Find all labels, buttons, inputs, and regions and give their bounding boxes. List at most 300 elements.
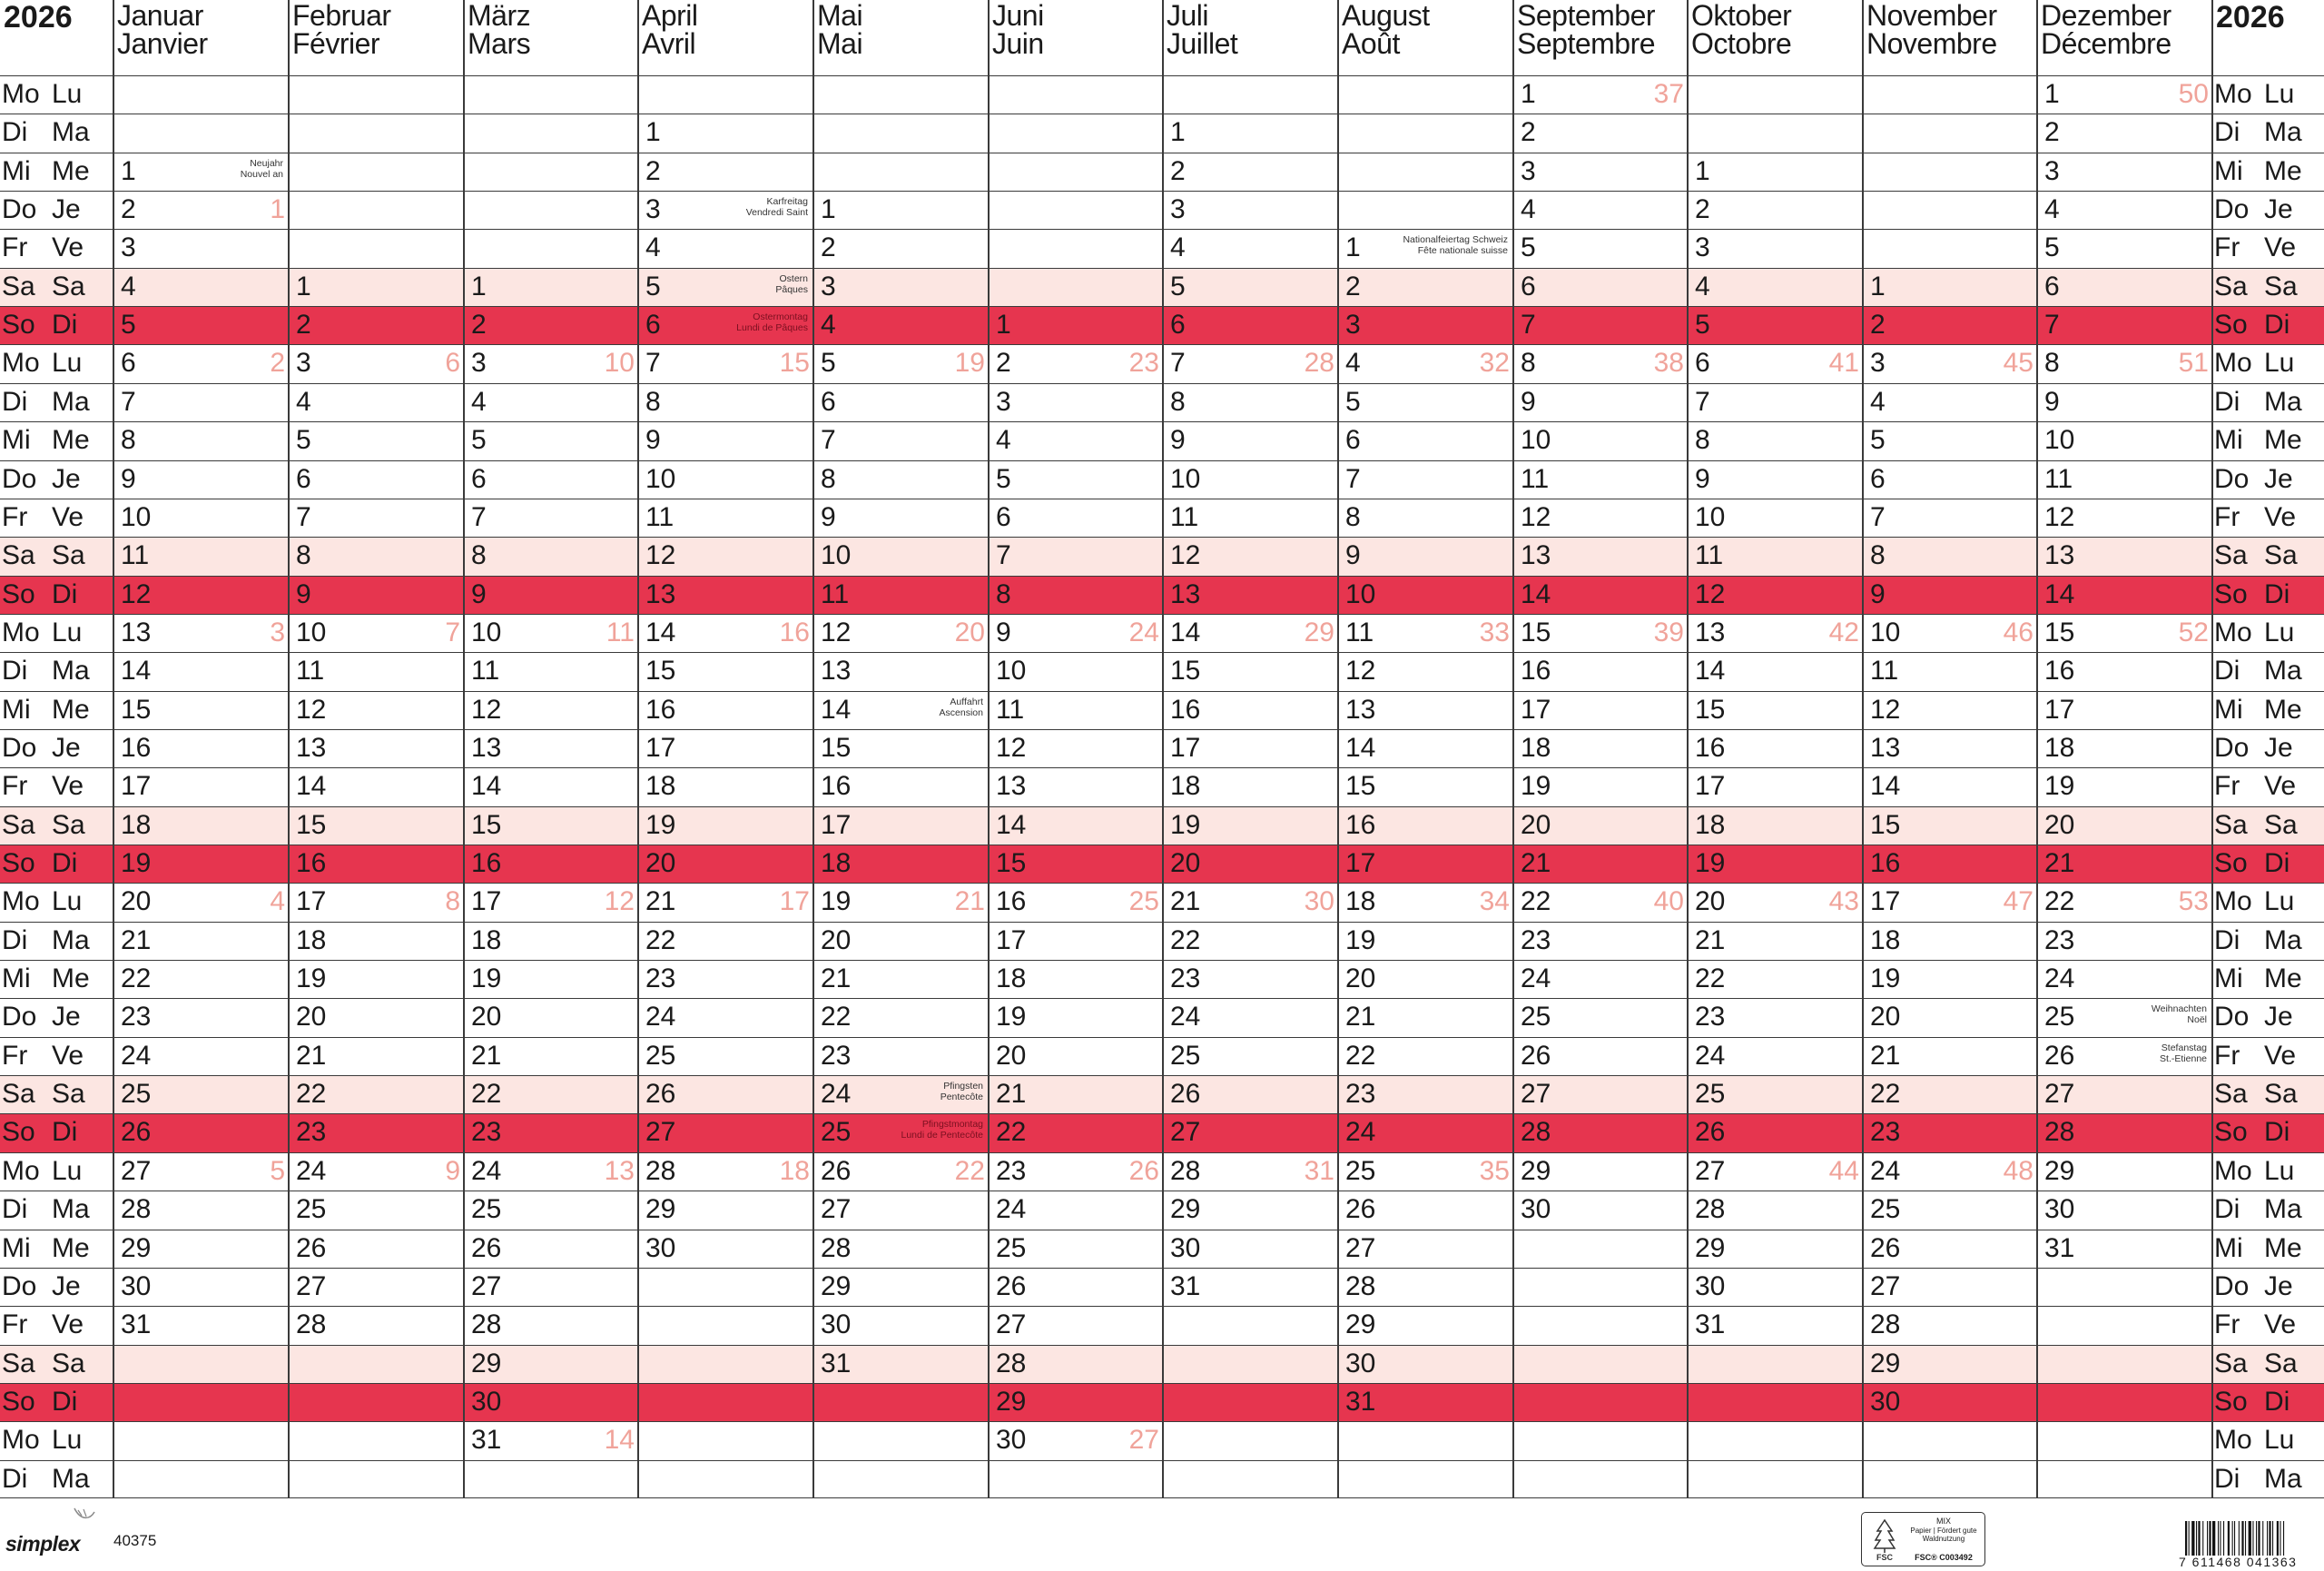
weekday-de: Di (2, 1194, 28, 1225)
day-number: 27 (1521, 1079, 1551, 1110)
holiday-label (663, 311, 808, 333)
weekday-fr: Je (52, 194, 81, 225)
day-number: 18 (645, 771, 676, 802)
day-number: 20 (645, 848, 676, 878)
barcode-icon (2183, 1521, 2319, 1556)
day-number: 18 (471, 924, 502, 955)
day-number: 13 (645, 578, 676, 609)
day-number: 8 (1345, 501, 1361, 532)
day-number: 25 (1870, 1194, 1901, 1225)
day-number: 28 (645, 1155, 676, 1186)
day-number: 24 (1870, 1155, 1901, 1186)
day-number: 12 (821, 617, 852, 647)
week-number: 4 (270, 886, 285, 917)
day-number: 22 (1695, 963, 1726, 994)
column-divider (1687, 0, 1689, 1498)
weekday-de: Sa (2, 1079, 35, 1110)
day-number: 14 (2044, 578, 2075, 609)
week-number: 13 (604, 1155, 635, 1186)
day-number: 3 (2044, 155, 2060, 186)
weekday-de: Mi (2, 1232, 31, 1263)
article-number: 40375 (113, 1532, 157, 1549)
day-number: 19 (471, 963, 502, 994)
week-number: 6 (445, 348, 460, 379)
day-number: 1 (645, 117, 661, 148)
day-number: 24 (821, 1079, 852, 1110)
month-name-fr: Décembre (2041, 27, 2171, 60)
week-number: 53 (2178, 886, 2209, 917)
week-number: 29 (1304, 617, 1334, 647)
day-number: 20 (471, 1002, 502, 1033)
weekday-de: Mi (2214, 155, 2243, 186)
day-number: 19 (1521, 771, 1551, 802)
day-number: 29 (996, 1386, 1027, 1417)
day-number: 13 (1521, 540, 1551, 571)
day-number: 14 (645, 617, 676, 647)
day-number: 30 (1695, 1270, 1726, 1301)
day-number: 30 (1521, 1194, 1551, 1225)
month-header (464, 0, 638, 75)
day-number: 30 (1870, 1386, 1901, 1417)
day-number: 7 (2044, 310, 2060, 341)
day-number: 20 (296, 1002, 327, 1033)
day-number: 19 (996, 1002, 1027, 1033)
week-number: 24 (1128, 617, 1159, 647)
day-number: 8 (1870, 540, 1886, 571)
day-number: 28 (471, 1309, 502, 1340)
day-number: 15 (1521, 617, 1551, 647)
day-number: 29 (1170, 1194, 1201, 1225)
month-name-de: August (1342, 0, 1430, 32)
week-number: 11 (606, 617, 635, 647)
week-number: 40 (1653, 886, 1684, 917)
day-number: 16 (471, 848, 502, 878)
day-number: 4 (996, 425, 1011, 456)
column-divider (812, 0, 814, 1498)
day-number: 23 (645, 963, 676, 994)
day-number: 3 (1170, 194, 1186, 225)
day-number: 28 (1170, 1155, 1201, 1186)
weekday-de: So (2, 310, 35, 341)
day-number: 14 (1870, 771, 1901, 802)
weekday-de: So (2, 1386, 35, 1417)
day-number: 4 (645, 232, 661, 263)
weekday-de: Mo (2, 1425, 40, 1456)
day-number: 12 (1521, 501, 1551, 532)
weekday-fr: Lu (52, 348, 83, 379)
weekday-fr: Di (52, 848, 78, 878)
weekday-de: Mi (2, 694, 31, 725)
weekday-fr: Je (52, 1002, 81, 1033)
day-number: 22 (645, 924, 676, 955)
day-number: 5 (1521, 232, 1536, 263)
day-number: 26 (121, 1117, 152, 1148)
year-label-left: 2026 (4, 0, 73, 35)
weekday-de: Sa (2214, 1079, 2248, 1110)
week-number: 9 (445, 1155, 460, 1186)
day-number: 18 (821, 848, 852, 878)
weekday-fr: Sa (2264, 271, 2298, 301)
weekday-fr: Lu (2264, 1155, 2295, 1186)
day-number: 12 (1870, 694, 1901, 725)
holiday-name-de: Pfingsten (943, 1081, 983, 1092)
weekday-de: So (2214, 848, 2248, 878)
day-number: 23 (296, 1117, 327, 1148)
weekday-de: Di (2214, 924, 2240, 955)
day-number: 26 (821, 1155, 852, 1186)
day-number: 27 (1870, 1270, 1901, 1301)
day-number: 15 (645, 656, 676, 687)
day-number: 20 (121, 886, 152, 917)
day-number: 10 (121, 501, 152, 532)
week-number: 30 (1304, 886, 1334, 917)
weekday-de: Fr (2214, 1309, 2240, 1340)
year-label-right: 2026 (2216, 0, 2285, 35)
weekday-fr: Ve (52, 771, 84, 802)
day-number: 12 (2044, 501, 2075, 532)
weekday-de: Fr (2, 1309, 28, 1340)
weekday-fr: Sa (2264, 1348, 2298, 1378)
day-number: 6 (1345, 425, 1361, 456)
weekday-de: So (2, 578, 35, 609)
week-number: 23 (1128, 348, 1159, 379)
weekday-de: Fr (2, 232, 28, 263)
day-number: 19 (1695, 848, 1726, 878)
holiday-label (663, 273, 808, 295)
holiday-name-fr: Pâques (775, 283, 808, 295)
day-number: 29 (471, 1348, 502, 1378)
month-header (989, 0, 1163, 75)
day-number: 26 (996, 1270, 1027, 1301)
day-number: 17 (2044, 694, 2075, 725)
day-number: 12 (296, 694, 327, 725)
day-number: 19 (2044, 771, 2075, 802)
holiday-name-fr: Nouvel an (240, 168, 283, 180)
day-number: 12 (996, 732, 1027, 763)
day-number: 24 (471, 1155, 502, 1186)
day-number: 24 (1170, 1002, 1201, 1033)
day-number: 4 (296, 386, 311, 417)
day-number: 9 (1170, 425, 1186, 456)
week-number: 42 (1828, 617, 1859, 647)
fsc-logo-text: FSC (1876, 1553, 1893, 1562)
fsc-description: Papier | Fördert gute Waldnutzung (1910, 1527, 1977, 1543)
week-number: 22 (954, 1155, 985, 1186)
day-number: 15 (296, 809, 327, 840)
weekday-de: Mo (2214, 348, 2252, 379)
day-number: 9 (1870, 578, 1886, 609)
weekday-fr: Je (2264, 1002, 2293, 1033)
weekday-de: Do (2214, 1002, 2250, 1033)
column-divider (113, 0, 114, 1498)
day-number: 24 (1521, 963, 1551, 994)
weekday-fr: Ve (2264, 771, 2297, 802)
weekday-fr: Di (52, 310, 78, 341)
day-number: 15 (121, 694, 152, 725)
month-header (1513, 0, 1688, 75)
day-number: 7 (1170, 348, 1186, 379)
month-name-de: März (468, 0, 531, 32)
day-number: 7 (821, 425, 836, 456)
week-number: 3 (270, 617, 285, 647)
month-header (1688, 0, 1863, 75)
day-number: 27 (471, 1270, 502, 1301)
day-number: 6 (121, 348, 136, 379)
day-number: 3 (1345, 310, 1361, 341)
weekday-de: Fr (2214, 232, 2240, 263)
weekday-fr: Ma (52, 656, 90, 687)
day-number: 16 (996, 886, 1027, 917)
month-header (2037, 0, 2212, 75)
month-name-fr: Juin (992, 27, 1044, 60)
weekday-de: Sa (2, 809, 35, 840)
day-number: 9 (2044, 386, 2060, 417)
day-number: 1 (1695, 155, 1710, 186)
day-number: 14 (1695, 656, 1726, 687)
holiday-name-fr: Vendredi Saint (745, 207, 808, 219)
column-divider (288, 0, 290, 1498)
day-number: 30 (2044, 1194, 2075, 1225)
day-number: 26 (1695, 1117, 1726, 1148)
holiday-label (838, 697, 983, 718)
day-number: 17 (1521, 694, 1551, 725)
column-divider (1862, 0, 1864, 1498)
day-number: 5 (1870, 425, 1886, 456)
week-number: 43 (1828, 886, 1859, 917)
weekday-de: Sa (2, 271, 35, 301)
weekday-fr: Ve (52, 1309, 84, 1340)
weekday-fr: Ve (52, 232, 84, 263)
day-number: 20 (1695, 886, 1726, 917)
day-number: 19 (296, 963, 327, 994)
weekday-de: Mo (2, 617, 40, 647)
day-number: 29 (1695, 1232, 1726, 1263)
week-number: 17 (779, 886, 810, 917)
day-number: 1 (996, 310, 1011, 341)
weekday-de: Mi (2, 425, 31, 456)
day-number: 10 (471, 617, 502, 647)
day-number: 28 (1345, 1270, 1376, 1301)
day-number: 13 (471, 732, 502, 763)
day-number: 8 (1521, 348, 1536, 379)
month-name-de: Oktober (1691, 0, 1792, 32)
day-number: 22 (1345, 1040, 1376, 1071)
day-number: 22 (1870, 1079, 1901, 1110)
weekday-fr: Je (52, 732, 81, 763)
day-number: 5 (821, 348, 836, 379)
day-number: 14 (1345, 732, 1376, 763)
weekday-de: Sa (2, 540, 35, 571)
holiday-label (838, 1081, 983, 1102)
day-number: 31 (121, 1309, 152, 1340)
column-divider (637, 0, 639, 1498)
month-header (638, 0, 813, 75)
day-number: 28 (296, 1309, 327, 1340)
weekday-fr: Je (2264, 1270, 2293, 1301)
weekday-de: Mo (2214, 1155, 2252, 1186)
day-number: 28 (1695, 1194, 1726, 1225)
week-number: 46 (2003, 617, 2034, 647)
day-number: 25 (1695, 1079, 1726, 1110)
day-number: 7 (296, 501, 311, 532)
week-number: 51 (2178, 348, 2209, 379)
weekday-fr: Ma (52, 386, 90, 417)
weekday-fr: Ma (2264, 1194, 2302, 1225)
day-number: 17 (645, 732, 676, 763)
weekday-fr: Ve (2264, 1309, 2297, 1340)
day-number: 6 (296, 463, 311, 494)
month-header (1163, 0, 1338, 75)
day-number: 24 (2044, 963, 2075, 994)
day-number: 6 (2044, 271, 2060, 301)
day-number: 28 (2044, 1117, 2075, 1148)
day-number: 18 (121, 809, 152, 840)
weekday-fr: Di (2264, 1117, 2290, 1148)
day-number: 21 (2044, 848, 2075, 878)
day-number: 27 (645, 1117, 676, 1148)
weekday-de: Mo (2214, 1425, 2252, 1456)
day-number: 9 (471, 578, 487, 609)
day-number: 21 (121, 924, 152, 955)
day-number: 4 (1870, 386, 1886, 417)
day-number: 23 (1345, 1079, 1376, 1110)
holiday-name-fr: Ascension (939, 706, 983, 718)
day-number: 11 (1870, 656, 1899, 687)
day-number: 2 (821, 232, 836, 263)
month-name-de: Februar (292, 0, 391, 32)
weekday-fr: Sa (52, 540, 85, 571)
month-header (289, 0, 464, 75)
month-name-de: Juli (1167, 0, 1209, 32)
day-number: 27 (821, 1194, 852, 1225)
month-header (1338, 0, 1513, 75)
day-number: 2 (1170, 155, 1186, 186)
weekday-fr: Lu (52, 79, 83, 109)
week-number: 50 (2178, 79, 2209, 109)
month-name-de: April (642, 0, 698, 32)
weekday-fr: Di (52, 1386, 78, 1417)
day-number: 30 (645, 1232, 676, 1263)
weekday-de: Do (2, 194, 37, 225)
day-number: 11 (645, 501, 675, 532)
day-number: 18 (1870, 924, 1901, 955)
day-number: 24 (296, 1155, 327, 1186)
weekday-fr: Je (2264, 194, 2293, 225)
day-number: 2 (296, 310, 311, 341)
weekday-fr: Me (52, 963, 90, 994)
day-number: 9 (996, 617, 1011, 647)
weekday-fr: Sa (2264, 809, 2298, 840)
weekday-fr: Je (2264, 732, 2293, 763)
day-number: 13 (1345, 694, 1376, 725)
day-number: 7 (996, 540, 1011, 571)
day-number: 28 (996, 1348, 1027, 1378)
day-number: 21 (1521, 848, 1551, 878)
day-number: 18 (996, 963, 1027, 994)
day-number: 11 (1521, 463, 1550, 494)
day-number: 5 (1345, 386, 1361, 417)
day-number: 8 (1695, 425, 1710, 456)
day-number: 25 (1345, 1155, 1376, 1186)
weekday-de: Mo (2214, 617, 2252, 647)
weekday-fr: Ma (2264, 656, 2302, 687)
week-number: 1 (270, 194, 285, 225)
day-number: 15 (471, 809, 502, 840)
day-number: 26 (1521, 1040, 1551, 1071)
weekday-de: Sa (2214, 540, 2248, 571)
day-number: 21 (1695, 924, 1726, 955)
week-number: 10 (604, 348, 635, 379)
weekday-fr: Me (52, 1232, 90, 1263)
week-number: 28 (1304, 348, 1334, 379)
weekday-de: Fr (2, 771, 28, 802)
week-number: 2 (270, 348, 285, 379)
day-number: 20 (1521, 809, 1551, 840)
week-number: 52 (2178, 617, 2209, 647)
day-number: 2 (1870, 310, 1886, 341)
day-number: 3 (821, 271, 836, 301)
month-name-fr: Juillet (1167, 27, 1238, 60)
day-number: 26 (1345, 1194, 1376, 1225)
weekday-fr: Ma (52, 117, 90, 148)
day-number: 26 (471, 1232, 502, 1263)
day-number: 8 (296, 540, 311, 571)
day-number: 6 (1870, 463, 1886, 494)
weekday-de: So (2, 1117, 35, 1148)
day-number: 16 (2044, 656, 2075, 687)
weekday-de: Mo (2, 1155, 40, 1186)
day-number: 2 (996, 348, 1011, 379)
week-number: 48 (2003, 1155, 2034, 1186)
week-number: 37 (1653, 79, 1684, 109)
weekday-fr: Di (52, 578, 78, 609)
month-name-fr: Janvier (117, 27, 208, 60)
day-number: 22 (121, 963, 152, 994)
day-number: 10 (1521, 425, 1551, 456)
day-number: 2 (1695, 194, 1710, 225)
day-number: 19 (645, 809, 676, 840)
day-number: 21 (645, 886, 676, 917)
day-number: 10 (1870, 617, 1901, 647)
weekday-de: Mo (2214, 886, 2252, 917)
holiday-name-fr: Lundi de Pâques (736, 322, 808, 334)
day-number: 9 (121, 463, 136, 494)
day-number: 2 (471, 310, 487, 341)
day-number: 9 (645, 425, 661, 456)
day-number: 6 (1695, 348, 1710, 379)
fsc-label (1861, 1512, 1985, 1566)
weekday-de: Do (2214, 463, 2250, 494)
weekday-de: Fr (2214, 501, 2240, 532)
day-number: 31 (1695, 1309, 1726, 1340)
day-number: 4 (471, 386, 487, 417)
weekday-fr: Sa (52, 809, 85, 840)
day-number: 25 (296, 1194, 327, 1225)
weekday-de: Sa (2214, 809, 2248, 840)
day-number: 21 (821, 963, 852, 994)
day-number: 29 (1521, 1155, 1551, 1186)
day-number: 20 (996, 1040, 1027, 1071)
day-number: 30 (471, 1386, 502, 1417)
day-number: 4 (1695, 271, 1710, 301)
holiday-name-de: Karfreitag (766, 196, 808, 208)
weekday-fr: Di (2264, 1386, 2290, 1417)
week-number: 25 (1128, 886, 1159, 917)
day-number: 13 (1695, 617, 1726, 647)
weekday-de: Di (2, 924, 28, 955)
day-number: 14 (296, 771, 327, 802)
week-number: 18 (779, 1155, 810, 1186)
